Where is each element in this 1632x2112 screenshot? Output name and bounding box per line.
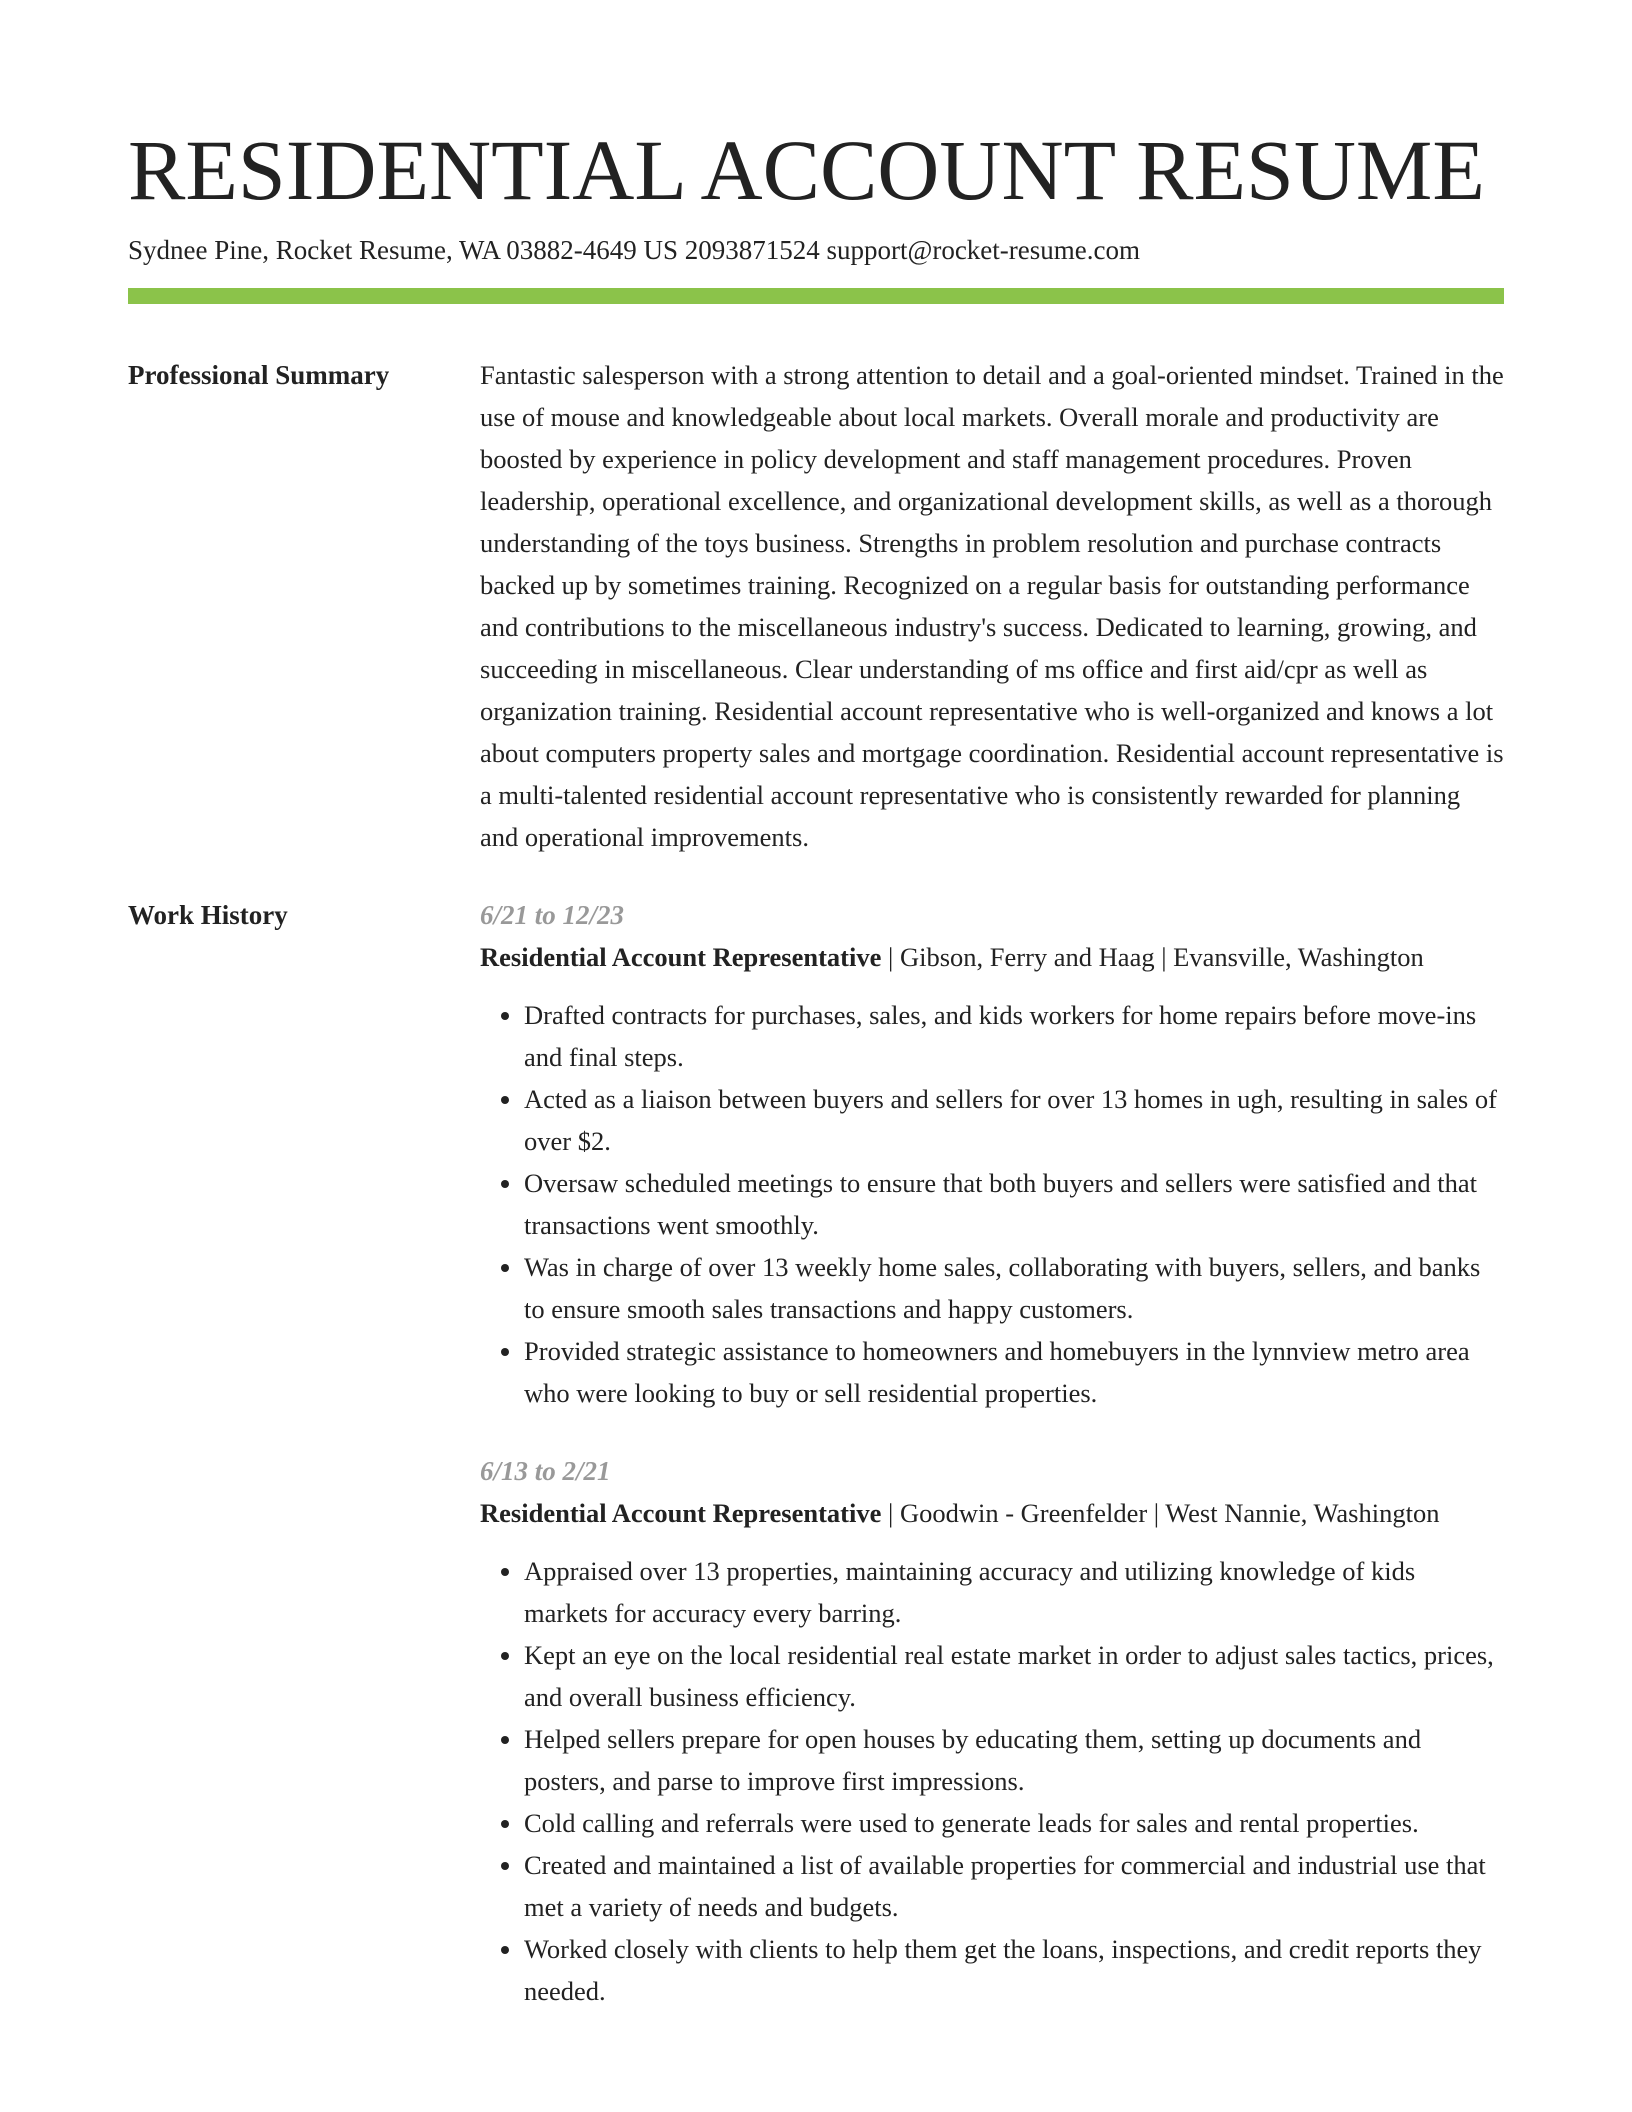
job-bullet: • Helped sellers prepare for open houses by educating them, setting up documents and posters, and parse to improve first impressions. [524,1718,1504,1802]
work-history-section [128,894,1504,2048]
job-title: Residential Account Representative [480,1498,882,1528]
resume-page [128,118,1504,2048]
section-heading-work: Work History [128,900,288,930]
job-heading [480,936,1504,978]
job-bullet: • Oversaw scheduled meetings to ensure that both buyers and sellers were satisfied and that transactions went smoothly. [524,1162,1504,1246]
summary-body [480,354,1504,858]
section-heading-summary: Professional Summary [128,360,390,390]
resume-title: RESIDENTIAL ACCOUNT RESUME [128,122,1485,218]
job-bullet: • Kept an eye on the local residential real estate market in order to adjust sales tactics, prices, and overall business efficiency. [524,1634,1504,1718]
job-bullet: • Provided strategic assistance to homeowners and homebuyers in the lynnview metro area who were looking to buy or sell residential properties. [524,1330,1504,1414]
job-dates: 6/13 to 2/21 [480,1456,611,1486]
job-bullet: • Cold calling and referrals were used to generate leads for sales and rental properties. [524,1802,1504,1844]
job-heading [480,1492,1504,1534]
job-bullet: • Was in charge of over 13 weekly home sales, collaborating with buyers, sellers, and banks to ensure smooth sales transactions and happy customers. [524,1246,1504,1330]
job-title: Residential Account Representative [480,942,882,972]
job-entry [480,1450,1504,2012]
job-employer-location: | Goodwin - Greenfelder | West Nannie, Washington [881,1498,1440,1528]
contact-line: Sydnee Pine, Rocket Resume, WA 03882-4649 US 2093871524 support@rocket-resume.com [128,235,1140,265]
job-bullet: • Appraised over 13 properties, maintaining accuracy and utilizing knowledge of kids markets for accuracy every barring. [524,1550,1504,1634]
accent-divider [128,288,1504,304]
job-bullet-list [480,994,1504,1414]
job-bullet-list [480,1550,1504,2012]
job-bullet: • Worked closely with clients to help them get the loans, inspections, and credit reports they needed. [524,1928,1504,2012]
professional-summary-section [128,354,1504,858]
job-dates: 6/21 to 12/23 [480,900,625,930]
job-employer-location: | Gibson, Ferry and Haag | Evansville, Washington [881,942,1424,972]
summary-text: Fantastic salesperson with a strong attention to detail and a goal-oriented mindset. Trained in the use of mouse and knowledgeable about local markets. Overall morale and productivity are boosted by experience in policy development and staff management procedures. Proven leadership, operational excellence, and organizational development skills, as well as a thorough understanding of the toys business. Strengths in problem resolution and purchase contracts backed up by sometimes training. Recognized on a regular basis for outstanding performance and contributions to the miscellaneous industry's success. Dedicated to learning, growing, and succeeding in miscellaneous. Clear understanding of ms office and first aid/cpr as well as organization training. Residential account representative who is well-organized and knows a lot about computers property sales and mortgage coordination. Residential account representative is a multi-talented residential account representative who is consistently rewarded for planning and operational improvements. [480,360,1504,852]
job-bullet: • Drafted contracts for purchases, sales, and kids workers for home repairs before move-ins and final steps. [524,994,1504,1078]
job-entry [480,894,1504,1414]
job-bullet: • Acted as a liaison between buyers and sellers for over 13 homes in ugh, resulting in sales of over $2. [524,1078,1504,1162]
job-bullet: • Created and maintained a list of available properties for commercial and industrial use that met a variety of needs and budgets. [524,1844,1504,1928]
work-history-body [480,894,1504,2048]
